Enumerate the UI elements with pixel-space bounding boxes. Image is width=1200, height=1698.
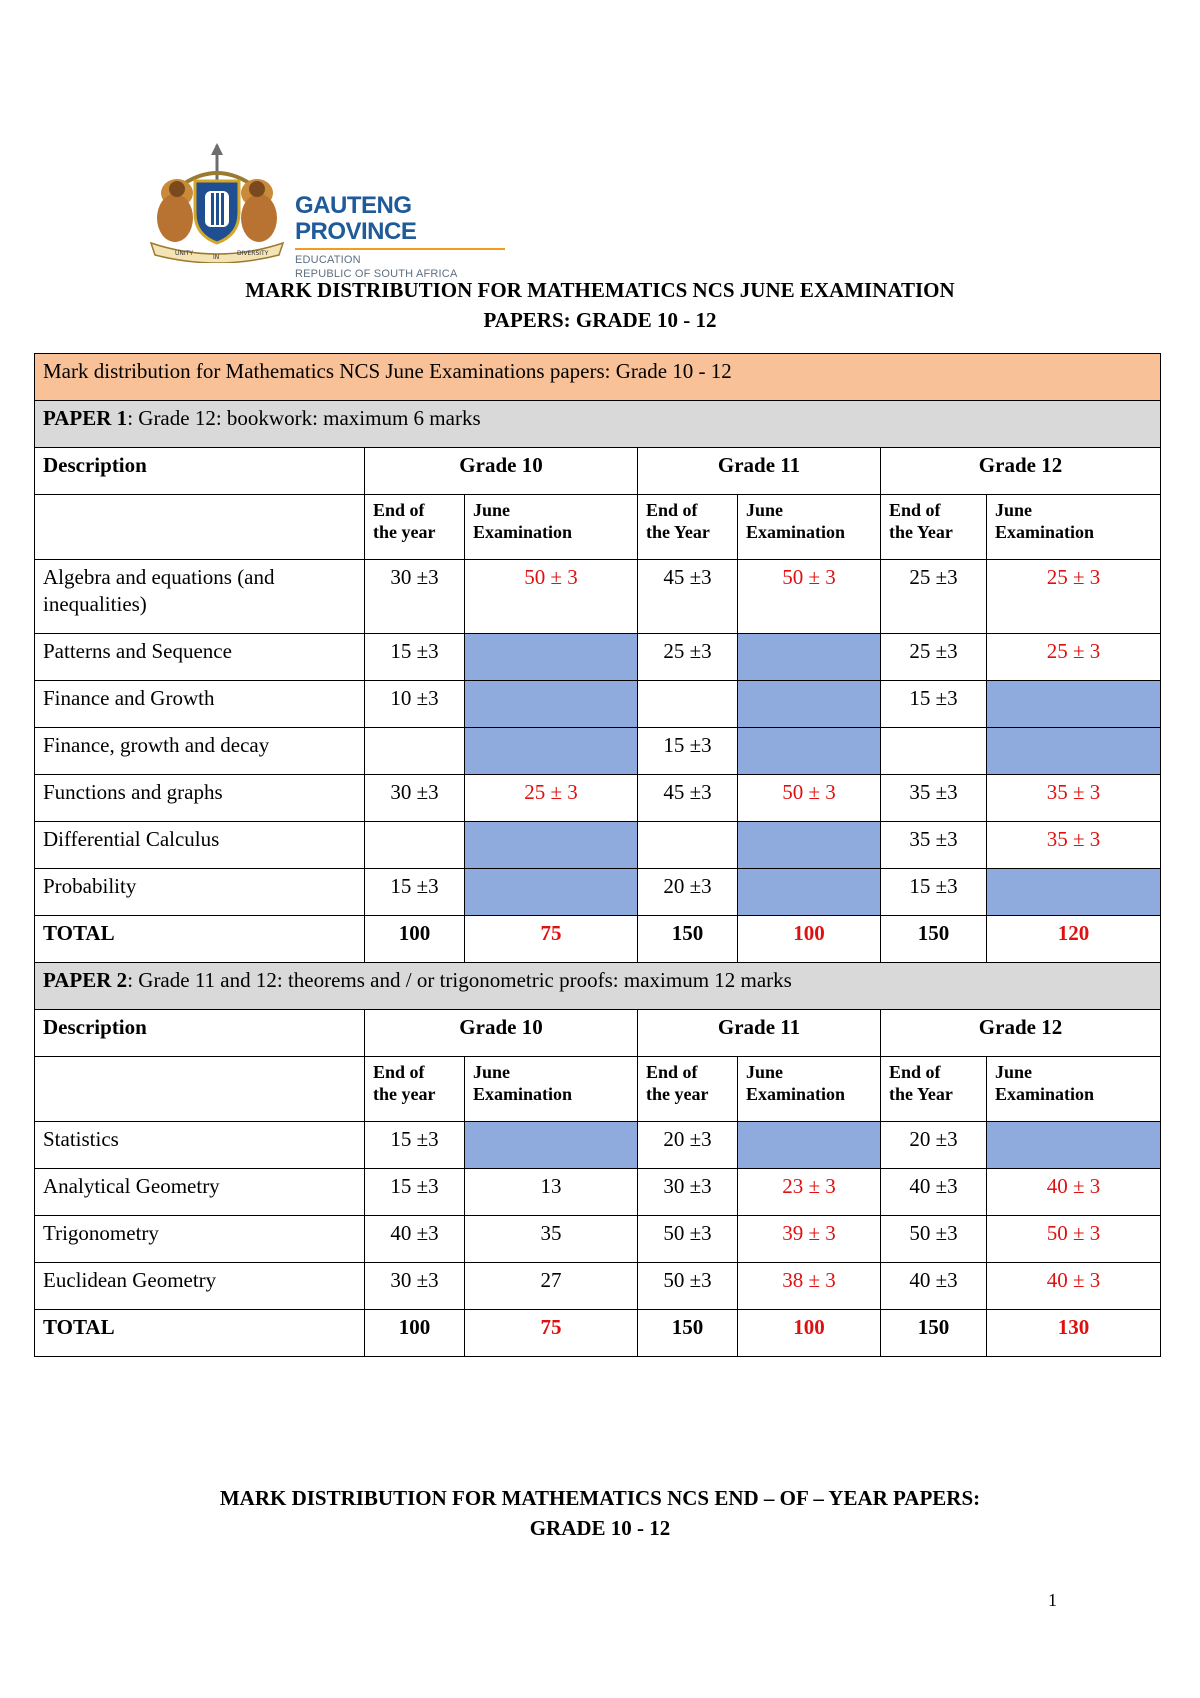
paper1-subheader-row — [35, 495, 1161, 560]
subheader-g11-june — [738, 1057, 881, 1122]
cell-g11-june: 50 ± 3 — [738, 560, 881, 634]
cell-g11-june — [738, 869, 881, 916]
page-title — [0, 275, 1200, 335]
cell-g11-end: 45 ±3 — [638, 560, 738, 634]
subheader-text: End of — [889, 500, 941, 520]
cell-g11-end: 15 ±3 — [638, 728, 738, 775]
cell-g11-june: 39 ± 3 — [738, 1216, 881, 1263]
total-g11-june: 100 — [738, 916, 881, 963]
total-label: TOTAL — [35, 1310, 365, 1357]
section-title-end-of-year — [0, 1483, 1200, 1543]
paper2-row — [35, 963, 1161, 1010]
cell-g11-june: 50 ± 3 — [738, 775, 881, 822]
col-grade-10: Grade 10 — [365, 448, 638, 495]
table-row — [35, 634, 1161, 681]
subheader-text: June — [746, 1062, 784, 1082]
cell-g12-end: 15 ±3 — [881, 869, 987, 916]
cell-g10-june: 35 — [465, 1216, 638, 1263]
title-line-3: MARK DISTRIBUTION FOR MATHEMATICS NCS END – OF – YEAR PAPERS: — [219, 1486, 981, 1510]
table-row — [35, 822, 1161, 869]
table-row — [35, 560, 1161, 634]
svg-text:IN: IN — [213, 254, 220, 261]
col-description: Description — [35, 1010, 365, 1057]
cell-g12-end: 40 ±3 — [881, 1263, 987, 1310]
col-grade-11: Grade 11 — [638, 448, 881, 495]
subheader-g12-june — [987, 495, 1161, 560]
subheader-text: End of — [373, 1062, 425, 1082]
cell-g10-end: 15 ±3 — [365, 1122, 465, 1169]
cell-g12-end: 35 ±3 — [881, 822, 987, 869]
subheader-text: Examination — [473, 1084, 573, 1104]
cell-g11-end: 25 ±3 — [638, 634, 738, 681]
paper2-header-row — [35, 1010, 1161, 1057]
logo-sub-education: EDUCATION — [295, 254, 361, 266]
title-line-2: PAPERS: GRADE 10 - 12 — [483, 308, 717, 332]
cell-g12-end: 35 ±3 — [881, 775, 987, 822]
total-g12-june: 130 — [987, 1310, 1161, 1357]
page-number: 1 — [1048, 1590, 1057, 1610]
row-label: Analytical Geometry — [35, 1169, 365, 1216]
paper1-desc: : Grade 12: bookwork: maximum 6 marks — [127, 406, 481, 430]
cell-g11-end: 20 ±3 — [638, 869, 738, 916]
logo-sub-republic: REPUBLIC OF SOUTH AFRICA — [295, 268, 458, 280]
cell-g12-june — [987, 1122, 1161, 1169]
banner-row — [35, 354, 1161, 401]
subheader-text: End of — [646, 1062, 698, 1082]
logo-divider — [295, 248, 505, 250]
cell-g11-june: 38 ± 3 — [738, 1263, 881, 1310]
subheader-text: June — [995, 1062, 1033, 1082]
table-row — [35, 1216, 1161, 1263]
paper1-label: PAPER 1 — [43, 406, 128, 430]
total-g12-end: 150 — [881, 916, 987, 963]
cell-g11-june — [738, 681, 881, 728]
total-label: TOTAL — [35, 916, 365, 963]
subheader-text: June — [995, 500, 1033, 520]
table-row — [35, 1122, 1161, 1169]
subheader-text: Examination — [473, 522, 573, 542]
subheader-text: Examination — [995, 1084, 1095, 1104]
col-grade-10: Grade 10 — [365, 1010, 638, 1057]
cell-g12-end: 40 ±3 — [881, 1169, 987, 1216]
subheader-g10-end — [365, 1057, 465, 1122]
total-g11-june: 100 — [738, 1310, 881, 1357]
cell-g10-end — [365, 728, 465, 775]
cell-g11-end: 50 ±3 — [638, 1263, 738, 1310]
coat-of-arms-icon — [145, 143, 290, 263]
paper2-label: PAPER 2 — [43, 968, 128, 992]
table-row — [35, 775, 1161, 822]
cell-g10-june — [465, 681, 638, 728]
cell-g10-june: 27 — [465, 1263, 638, 1310]
paper1-row — [35, 401, 1161, 448]
total-g12-end: 150 — [881, 1310, 987, 1357]
mark-distribution-table — [34, 353, 1161, 1357]
cell-g12-end: 20 ±3 — [881, 1122, 987, 1169]
cell-g11-june — [738, 728, 881, 775]
table-row — [35, 681, 1161, 728]
cell-g11-end: 30 ±3 — [638, 1169, 738, 1216]
cell-g12-june: 40 ± 3 — [987, 1263, 1161, 1310]
col-grade-11: Grade 11 — [638, 1010, 881, 1057]
cell-g10-end: 15 ±3 — [365, 1169, 465, 1216]
paper1-header-row — [35, 448, 1161, 495]
subheader-text: End of — [646, 500, 698, 520]
paper2-heading — [35, 963, 1161, 1010]
cell-g11-june — [738, 822, 881, 869]
cell-g12-june: 35 ± 3 — [987, 775, 1161, 822]
cell-g11-end — [638, 681, 738, 728]
subheader-g11-end — [638, 495, 738, 560]
cell-g10-june: 25 ± 3 — [465, 775, 638, 822]
col-description: Description — [35, 448, 365, 495]
cell-g11-june: 23 ± 3 — [738, 1169, 881, 1216]
row-label: Algebra and equations (and inequalities) — [35, 560, 365, 634]
subheader-text: Examination — [995, 522, 1095, 542]
table-row — [35, 1263, 1161, 1310]
subheader-text: Examination — [746, 522, 846, 542]
cell-g12-june: 40 ± 3 — [987, 1169, 1161, 1216]
subheader-text: the year — [373, 1084, 436, 1104]
subheader-blank — [35, 495, 365, 560]
cell-g11-june — [738, 1122, 881, 1169]
subheader-g12-end — [881, 495, 987, 560]
table-row — [35, 869, 1161, 916]
table-row — [35, 1169, 1161, 1216]
cell-g10-end: 15 ±3 — [365, 869, 465, 916]
title-line-4: GRADE 10 - 12 — [529, 1516, 671, 1540]
title-line-1: MARK DISTRIBUTION FOR MATHEMATICS NCS JUNE EXAMINATION — [245, 278, 955, 302]
subheader-blank — [35, 1057, 365, 1122]
subheader-text: June — [746, 500, 784, 520]
total-g11-end: 150 — [638, 1310, 738, 1357]
cell-g10-june — [465, 1122, 638, 1169]
subheader-g10-june — [465, 495, 638, 560]
cell-g10-end: 30 ±3 — [365, 560, 465, 634]
subheader-text: End of — [373, 500, 425, 520]
cell-g10-june — [465, 822, 638, 869]
subheader-text: the year — [646, 1084, 709, 1104]
svg-text:UNITY: UNITY — [175, 250, 193, 257]
row-label: Probability — [35, 869, 365, 916]
cell-g10-june: 50 ± 3 — [465, 560, 638, 634]
col-grade-12: Grade 12 — [881, 1010, 1161, 1057]
total-g10-june: 75 — [465, 1310, 638, 1357]
cell-g12-june: 35 ± 3 — [987, 822, 1161, 869]
subheader-text: Examination — [746, 1084, 846, 1104]
subheader-g12-june — [987, 1057, 1161, 1122]
cell-g12-june — [987, 681, 1161, 728]
cell-g11-end: 45 ±3 — [638, 775, 738, 822]
cell-g10-end: 15 ±3 — [365, 634, 465, 681]
cell-g11-end — [638, 822, 738, 869]
cell-g11-june — [738, 634, 881, 681]
paper1-heading — [35, 401, 1161, 448]
cell-g10-end: 30 ±3 — [365, 775, 465, 822]
paper2-subheader-row — [35, 1057, 1161, 1122]
cell-g12-end: 25 ±3 — [881, 560, 987, 634]
cell-g10-june: 13 — [465, 1169, 638, 1216]
row-label: Functions and graphs — [35, 775, 365, 822]
cell-g10-end: 30 ±3 — [365, 1263, 465, 1310]
table-banner: Mark distribution for Mathematics NCS June Examinations papers: Grade 10 - 12 — [35, 354, 1161, 401]
table-row — [35, 728, 1161, 775]
cell-g10-june — [465, 869, 638, 916]
subheader-g12-end — [881, 1057, 987, 1122]
total-row — [35, 1310, 1161, 1357]
total-g10-end: 100 — [365, 916, 465, 963]
gauteng-logo — [145, 143, 515, 280]
cell-g10-june — [465, 634, 638, 681]
cell-g12-end: 50 ±3 — [881, 1216, 987, 1263]
subheader-text: the Year — [889, 1084, 953, 1104]
cell-g12-june: 25 ± 3 — [987, 560, 1161, 634]
subheader-g11-end — [638, 1057, 738, 1122]
total-g10-june: 75 — [465, 916, 638, 963]
total-g12-june: 120 — [987, 916, 1161, 963]
paper2-desc: : Grade 11 and 12: theorems and / or trigonometric proofs: maximum 12 marks — [127, 968, 792, 992]
col-grade-12: Grade 12 — [881, 448, 1161, 495]
cell-g11-end: 50 ±3 — [638, 1216, 738, 1263]
subheader-text: June — [473, 1062, 511, 1082]
cell-g10-end — [365, 822, 465, 869]
row-label: Finance and Growth — [35, 681, 365, 728]
subheader-text: the Year — [646, 522, 710, 542]
row-label: Patterns and Sequence — [35, 634, 365, 681]
cell-g12-june: 25 ± 3 — [987, 634, 1161, 681]
subheader-text: June — [473, 500, 511, 520]
subheader-g10-june — [465, 1057, 638, 1122]
row-label: Differential Calculus — [35, 822, 365, 869]
subheader-text: End of — [889, 1062, 941, 1082]
logo-text — [295, 193, 515, 281]
row-label: Euclidean Geometry — [35, 1263, 365, 1310]
subheader-text: the Year — [889, 522, 953, 542]
cell-g10-end: 10 ±3 — [365, 681, 465, 728]
row-label: Finance, growth and decay — [35, 728, 365, 775]
subheader-g11-june — [738, 495, 881, 560]
svg-text:DIVERSITY: DIVERSITY — [237, 250, 269, 257]
subheader-text: the year — [373, 522, 436, 542]
logo-name: GAUTENG PROVINCE — [295, 192, 417, 245]
cell-g12-end — [881, 728, 987, 775]
cell-g12-june: 50 ± 3 — [987, 1216, 1161, 1263]
row-label: Statistics — [35, 1122, 365, 1169]
cell-g10-end: 40 ±3 — [365, 1216, 465, 1263]
cell-g12-end: 25 ±3 — [881, 634, 987, 681]
cell-g12-end: 15 ±3 — [881, 681, 987, 728]
cell-g11-end: 20 ±3 — [638, 1122, 738, 1169]
cell-g10-june — [465, 728, 638, 775]
row-label: Trigonometry — [35, 1216, 365, 1263]
total-row — [35, 916, 1161, 963]
total-g11-end: 150 — [638, 916, 738, 963]
cell-g12-june — [987, 728, 1161, 775]
subheader-g10-end — [365, 495, 465, 560]
total-g10-end: 100 — [365, 1310, 465, 1357]
cell-g12-june — [987, 869, 1161, 916]
